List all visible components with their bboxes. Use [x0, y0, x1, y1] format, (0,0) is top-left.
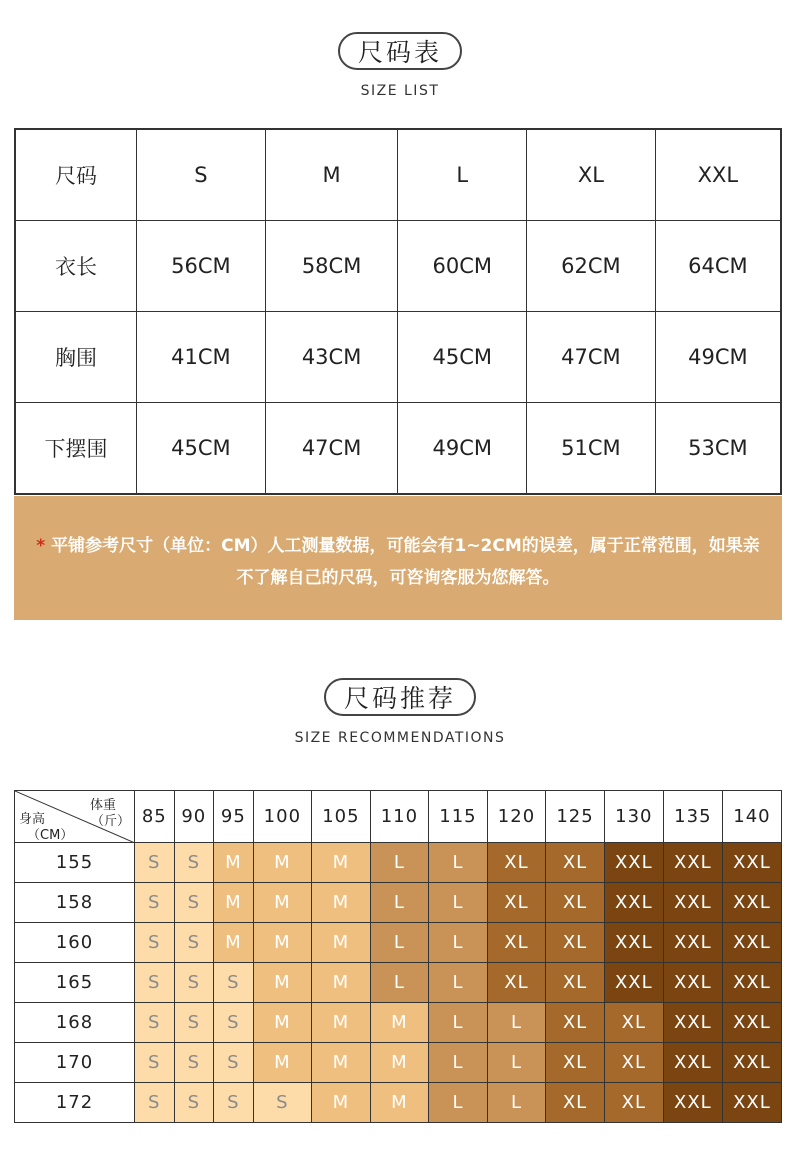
- size-cell: XXL: [722, 1043, 781, 1083]
- table-cell: 47CM: [265, 402, 398, 494]
- weight-unit: （斤）: [90, 814, 130, 829]
- size-cell: XXL: [604, 883, 663, 923]
- weight-header-cell: 140: [722, 791, 781, 843]
- table-cell: 60CM: [398, 221, 527, 312]
- size-cell: M: [312, 843, 371, 883]
- size-cell: M: [253, 1043, 312, 1083]
- height-unit: （CM）: [27, 828, 74, 843]
- size-cell: M: [253, 923, 312, 963]
- header-cell: M: [265, 129, 398, 221]
- header-cell: 尺码: [15, 129, 137, 221]
- table-cell: 49CM: [655, 311, 781, 402]
- header-cell: XXL: [655, 129, 781, 221]
- size-cell: S: [214, 1003, 254, 1043]
- weight-header-cell: 105: [312, 791, 371, 843]
- size-cell: XXL: [722, 963, 781, 1003]
- size-cell: S: [135, 843, 175, 883]
- size-cell: M: [370, 1083, 429, 1123]
- weight-header-cell: 120: [487, 791, 546, 843]
- size-list-title: [338, 32, 462, 70]
- size-cell: S: [174, 923, 214, 963]
- size-cell: XL: [546, 1083, 605, 1123]
- size-cell: S: [214, 1043, 254, 1083]
- size-cell: S: [174, 843, 214, 883]
- size-cell: M: [214, 843, 254, 883]
- table-cell: 58CM: [265, 221, 398, 312]
- size-cell: XL: [546, 883, 605, 923]
- size-cell: L: [429, 883, 488, 923]
- table-cell: 56CM: [137, 221, 266, 312]
- table-cell: 62CM: [527, 221, 656, 312]
- height-cell: 170: [15, 1043, 135, 1083]
- size-recommend-title: [324, 678, 476, 716]
- size-cell: L: [370, 963, 429, 1003]
- weight-header-cell: 115: [429, 791, 488, 843]
- table-row: [15, 883, 782, 923]
- size-cell: XXL: [604, 963, 663, 1003]
- table-cell: 45CM: [137, 402, 266, 494]
- size-cell: XXL: [722, 883, 781, 923]
- size-list-title-text: 尺码表: [357, 38, 443, 67]
- size-cell: XL: [604, 1083, 663, 1123]
- row-label: 胸围: [15, 311, 137, 402]
- size-cell: XL: [546, 923, 605, 963]
- size-cell: M: [214, 923, 254, 963]
- size-cell: XXL: [722, 843, 781, 883]
- size-cell: S: [174, 883, 214, 923]
- height-cell: 155: [15, 843, 135, 883]
- table-row: [15, 402, 781, 494]
- table-row: [15, 843, 782, 883]
- table-cell: 47CM: [527, 311, 656, 402]
- size-cell: M: [312, 1083, 371, 1123]
- weight-header-cell: 130: [604, 791, 663, 843]
- table-row: [15, 1083, 782, 1123]
- weight-header-cell: 90: [174, 791, 214, 843]
- size-cell: XXL: [663, 963, 722, 1003]
- size-cell: XXL: [722, 923, 781, 963]
- size-cell: L: [487, 1083, 546, 1123]
- size-cell: M: [370, 1003, 429, 1043]
- size-cell: XL: [546, 1003, 605, 1043]
- size-cell: XL: [604, 1043, 663, 1083]
- size-recommend-title-text: 尺码推荐: [343, 684, 457, 713]
- size-cell: M: [370, 1043, 429, 1083]
- size-cell: S: [253, 1083, 312, 1123]
- size-cell: XXL: [663, 843, 722, 883]
- row-label: 衣长: [15, 221, 137, 312]
- size-cell: XL: [546, 843, 605, 883]
- size-cell: S: [214, 1083, 254, 1123]
- size-cell: XXL: [722, 1003, 781, 1043]
- size-cell: XL: [487, 963, 546, 1003]
- size-cell: S: [135, 1083, 175, 1123]
- size-cell: L: [429, 1083, 488, 1123]
- table-row: [15, 1003, 782, 1043]
- size-cell: M: [253, 1003, 312, 1043]
- table-cell: 51CM: [527, 402, 656, 494]
- size-cell: XXL: [604, 843, 663, 883]
- size-cell: XXL: [663, 883, 722, 923]
- row-label: 下摆围: [15, 402, 137, 494]
- size-cell: M: [312, 923, 371, 963]
- size-cell: L: [429, 923, 488, 963]
- size-cell: L: [429, 1003, 488, 1043]
- table-row: [15, 923, 782, 963]
- size-cell: XL: [487, 843, 546, 883]
- size-list-subtitle: SIZE LIST: [360, 83, 440, 99]
- table-cell: 53CM: [655, 402, 781, 494]
- measurement-note: [14, 496, 782, 620]
- size-cell: XXL: [663, 1003, 722, 1043]
- size-cell: L: [370, 843, 429, 883]
- height-cell: 160: [15, 923, 135, 963]
- size-recommendation-table: [14, 790, 782, 1123]
- size-cell: M: [253, 843, 312, 883]
- table-row: [15, 1043, 782, 1083]
- height-cell: 172: [15, 1083, 135, 1123]
- size-recommend-subtitle: SIZE RECOMMENDATIONS: [294, 730, 506, 746]
- recommendation-rows: [15, 843, 782, 1123]
- table-cell: 45CM: [398, 311, 527, 402]
- note-asterisk: *: [36, 536, 46, 556]
- weight-label: 体重: [89, 798, 116, 813]
- size-table-header-row: [15, 129, 781, 221]
- size-cell: L: [487, 1043, 546, 1083]
- table-cell: 43CM: [265, 311, 398, 402]
- weight-header-cell: 135: [663, 791, 722, 843]
- table-cell: 64CM: [655, 221, 781, 312]
- table-row: [15, 311, 781, 402]
- weight-header-cell: 85: [135, 791, 175, 843]
- size-cell: XL: [546, 1043, 605, 1083]
- weight-header-cell: 100: [253, 791, 312, 843]
- weight-header-row: [15, 791, 782, 843]
- size-cell: XXL: [604, 923, 663, 963]
- size-cell: XL: [487, 883, 546, 923]
- size-cell: M: [253, 883, 312, 923]
- table-cell: 41CM: [137, 311, 266, 402]
- height-cell: 158: [15, 883, 135, 923]
- size-cell: XL: [546, 963, 605, 1003]
- size-cell: M: [214, 883, 254, 923]
- size-cell: S: [135, 1043, 175, 1083]
- size-cell: L: [370, 883, 429, 923]
- weight-header-cell: 125: [546, 791, 605, 843]
- size-cell: M: [312, 1003, 371, 1043]
- weight-header-cell: 95: [214, 791, 254, 843]
- size-cell: S: [135, 883, 175, 923]
- size-cell: S: [174, 1043, 214, 1083]
- table-row: [15, 963, 782, 1003]
- height-cell: 168: [15, 1003, 135, 1043]
- header-cell: XL: [527, 129, 656, 221]
- size-cell: L: [429, 1043, 488, 1083]
- height-label: 身高: [19, 812, 46, 827]
- size-cell: XXL: [663, 1083, 722, 1123]
- note-text: [36, 530, 760, 594]
- size-cell: S: [174, 1083, 214, 1123]
- size-cell: XL: [604, 1003, 663, 1043]
- size-cell: XXL: [722, 1083, 781, 1123]
- header-cell: L: [398, 129, 527, 221]
- size-table: [14, 128, 782, 495]
- size-cell: M: [253, 963, 312, 1003]
- size-cell: M: [312, 963, 371, 1003]
- size-cell: XXL: [663, 923, 722, 963]
- size-cell: L: [487, 1003, 546, 1043]
- size-cell: S: [135, 963, 175, 1003]
- size-cell: S: [135, 1003, 175, 1043]
- size-cell: M: [312, 1043, 371, 1083]
- size-cell: S: [174, 963, 214, 1003]
- height-cell: 165: [15, 963, 135, 1003]
- size-cell: XXL: [663, 1043, 722, 1083]
- size-cell: S: [174, 1003, 214, 1043]
- size-cell: XL: [487, 923, 546, 963]
- size-cell: L: [370, 923, 429, 963]
- note-body: 平铺参考尺寸（单位：CM）人工测量数据，可能会有1~2CM的误差，属于正常范围，如果亲不了解自己的尺码，可咨询客服为您解答。: [51, 536, 760, 588]
- size-cell: M: [312, 883, 371, 923]
- header-cell: S: [137, 129, 266, 221]
- table-row: [15, 221, 781, 312]
- size-cell: L: [429, 843, 488, 883]
- weight-header-cell: 110: [370, 791, 429, 843]
- table-cell: 49CM: [398, 402, 527, 494]
- size-cell: S: [214, 963, 254, 1003]
- size-cell: S: [135, 923, 175, 963]
- corner-header-cell: [15, 791, 135, 843]
- size-cell: L: [429, 963, 488, 1003]
